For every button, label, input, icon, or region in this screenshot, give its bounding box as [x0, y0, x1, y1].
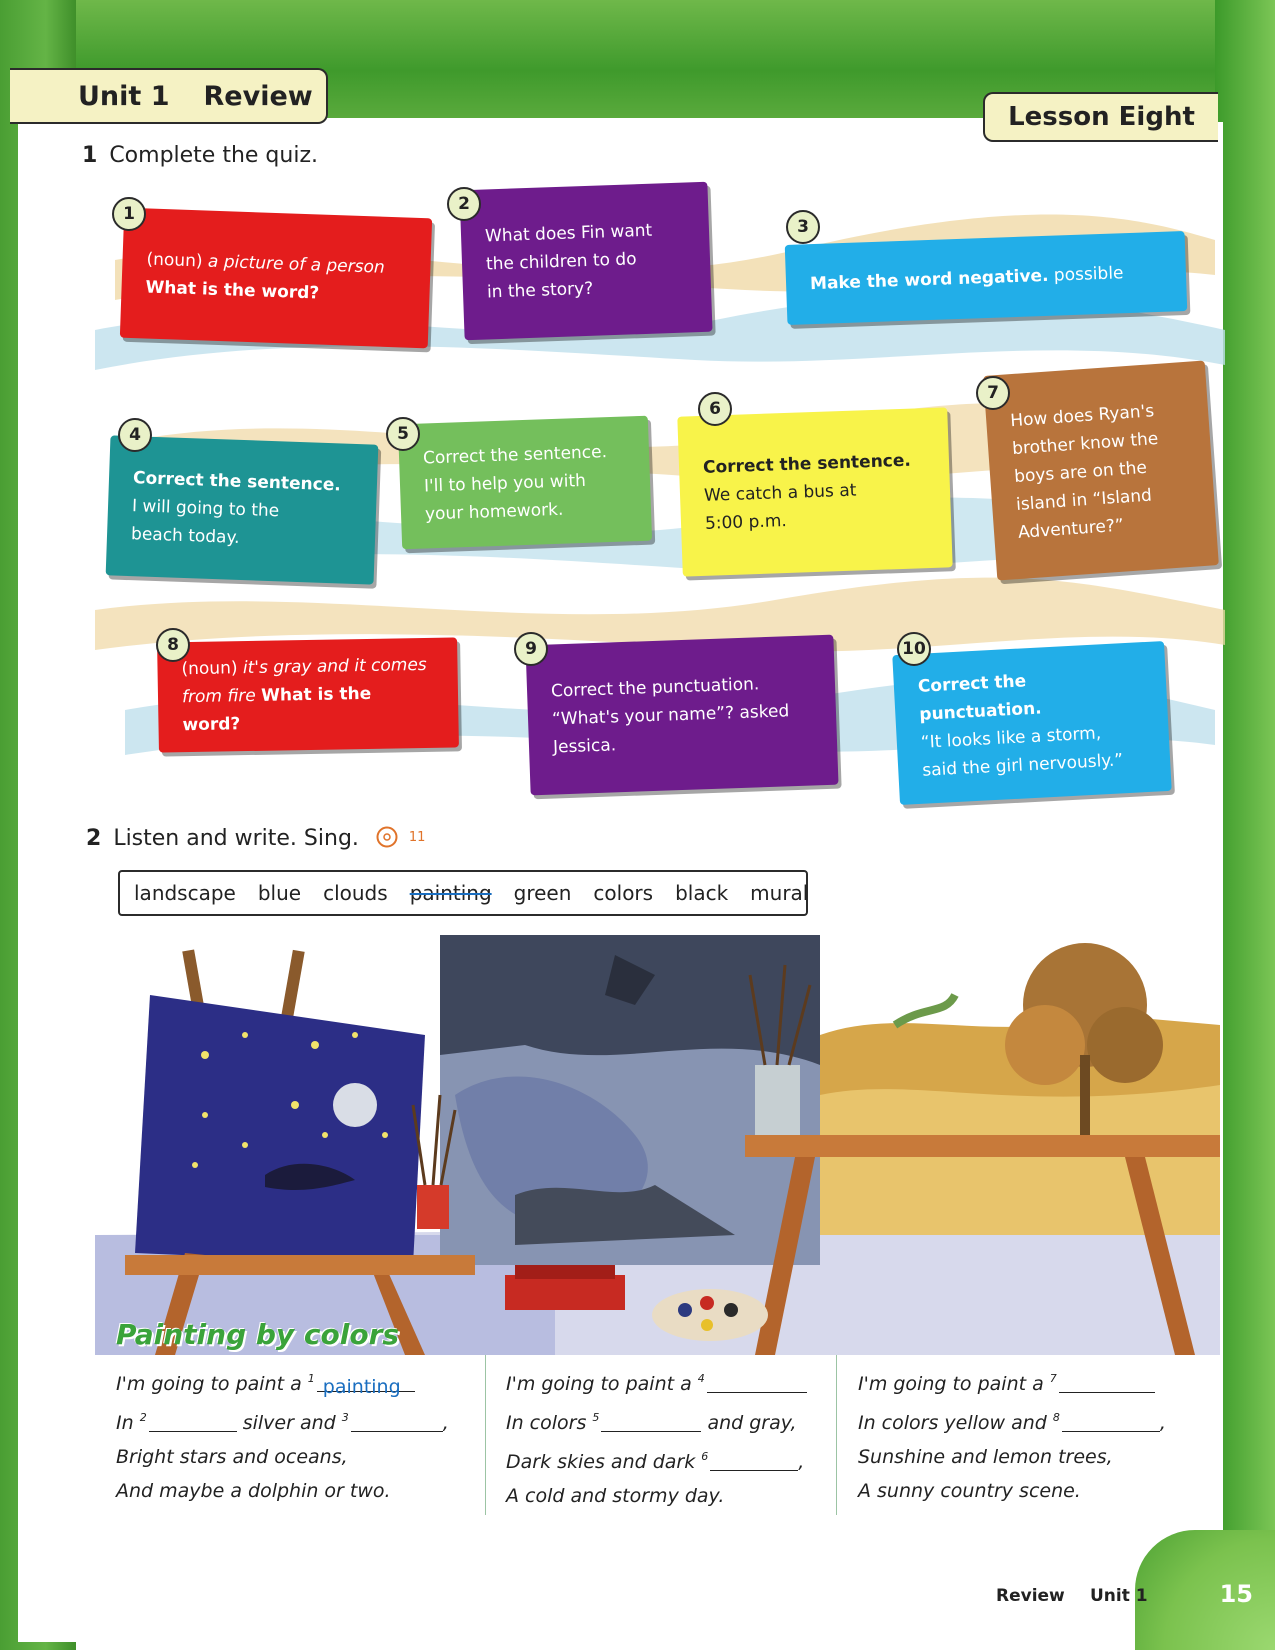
quiz-card-10	[892, 641, 1171, 805]
quiz-text: What is the word?	[145, 277, 320, 304]
quiz-number-badge: 8	[156, 628, 190, 662]
quiz-text: What is the word?	[182, 683, 372, 736]
quiz-text: beach today.	[130, 524, 240, 548]
verse-line	[858, 1401, 1166, 1440]
quiz-text: Correct the punctuation.	[550, 674, 760, 702]
lesson-label: Lesson Eight	[1008, 102, 1195, 132]
blank-number: 4	[697, 1372, 705, 1385]
quiz-text: Jessica.	[552, 735, 617, 758]
quiz-number-badge: 3	[786, 210, 820, 244]
blank-number: 2	[139, 1411, 147, 1424]
verse-line: Sunshine and lemon trees,	[858, 1446, 1113, 1468]
verse-text: In colors yellow and	[858, 1412, 1053, 1434]
verse-line: A sunny country scene.	[858, 1480, 1081, 1502]
quiz-text: island in “Island	[1015, 485, 1153, 515]
quiz-text: Adventure?”	[1017, 515, 1125, 543]
track-number: 11	[408, 830, 426, 845]
verse-2	[506, 1362, 807, 1513]
verse-text: I'm going to paint a	[116, 1373, 308, 1395]
answer-blank[interactable]	[317, 1370, 415, 1398]
verse-line	[506, 1362, 807, 1401]
quiz-line	[487, 272, 688, 307]
audio-cd-icon[interactable]	[376, 826, 398, 854]
quiz-text: Correct the sentence.	[132, 468, 342, 496]
quiz-number-badge: 1	[112, 197, 146, 231]
quiz-card-8	[157, 637, 459, 752]
quiz-number-badge: 5	[386, 417, 420, 451]
quiz-number-badge: 10	[897, 632, 931, 666]
quiz-line	[425, 493, 628, 528]
quiz-text: it's gray and it comes	[242, 654, 427, 679]
verse-1	[116, 1362, 449, 1508]
quiz-line	[181, 651, 433, 683]
blank-number: 6	[701, 1450, 709, 1463]
word-bank-item: green	[513, 881, 572, 905]
verse-line	[506, 1401, 807, 1440]
section-number: 2	[86, 826, 102, 851]
quiz-text: I'll to help you with	[423, 470, 587, 497]
quiz-text: Correct the punctuation.	[917, 671, 1043, 725]
word-bank	[118, 870, 808, 916]
quiz-card-5	[398, 416, 652, 550]
blank-number: 1	[307, 1372, 315, 1385]
answer-blank[interactable]	[710, 1449, 798, 1471]
quiz-text: Correct the sentence.	[422, 441, 608, 469]
verse-text: Dark skies and dark	[506, 1451, 702, 1473]
quiz-card-9	[525, 635, 838, 796]
verse-line	[116, 1401, 449, 1440]
quiz-card-6	[677, 407, 952, 576]
lesson-tab	[983, 92, 1218, 142]
quiz-text: (noun)	[146, 249, 209, 272]
verse-text: ,	[798, 1451, 805, 1473]
verse-text: silver and	[236, 1412, 342, 1434]
blank-number: 7	[1049, 1372, 1057, 1385]
column-divider	[836, 1355, 837, 1515]
answer-blank[interactable]	[601, 1410, 701, 1432]
quiz-line	[810, 258, 1163, 298]
paintings-illustration	[95, 935, 1220, 1355]
word-bank-item: mural	[750, 881, 809, 905]
quiz-number-badge: 7	[976, 376, 1010, 410]
quiz-text: “What's your name”? asked	[551, 701, 790, 730]
quiz-text: from fire	[181, 685, 262, 708]
word-bank-item-used: painting	[409, 881, 492, 905]
song-title: Painting by colors	[116, 1318, 400, 1351]
word-bank-item: blue	[257, 881, 302, 905]
verse-line: And maybe a dolphin or two.	[116, 1480, 391, 1502]
quiz-text: What does Fin want	[484, 220, 653, 247]
answer-blank[interactable]	[351, 1410, 443, 1432]
page-corner	[1135, 1530, 1275, 1650]
example-answer: painting	[322, 1376, 401, 1398]
quiz-card-1	[120, 208, 432, 349]
word-bank-item: landscape	[134, 881, 236, 905]
verse-text: and gray,	[701, 1412, 797, 1434]
section-instruction: Complete the quiz.	[109, 143, 318, 168]
quiz-text: your homework.	[424, 499, 564, 525]
quiz-text: 5:00 p.m.	[704, 511, 788, 534]
quiz-card-4	[106, 435, 379, 584]
quiz-number-badge: 4	[118, 418, 152, 452]
quiz-line	[182, 679, 435, 739]
quiz-text: Correct the sentence.	[702, 450, 912, 478]
quiz-text: We catch a bus at	[703, 480, 857, 506]
quiz-text: “It looks like a storm,	[920, 723, 1102, 753]
unit-label: Unit 1	[78, 80, 170, 112]
answer-blank[interactable]	[1062, 1410, 1160, 1432]
answer-blank[interactable]	[149, 1410, 237, 1432]
footer-unit: Unit 1	[1090, 1586, 1148, 1606]
quiz-text: in the story?	[486, 278, 594, 303]
column-divider	[485, 1355, 486, 1515]
verse-text: In colors	[506, 1412, 593, 1434]
verse-3	[858, 1362, 1166, 1508]
verse-text: ,	[442, 1412, 449, 1434]
blank-number: 8	[1052, 1411, 1060, 1424]
quiz-text: Make the word negative.	[809, 265, 1049, 295]
verse-text: ,	[1159, 1412, 1166, 1434]
quiz-text: How does Ryan's	[1009, 400, 1155, 431]
quiz-text: a picture of a person	[207, 251, 386, 278]
quiz-number-badge: 2	[447, 187, 481, 221]
verse-text: In	[116, 1412, 140, 1434]
quiz-text: possible	[1048, 263, 1124, 286]
quiz-text: the children to do	[485, 249, 637, 275]
quiz-text: (noun)	[181, 658, 244, 680]
quiz-card-7	[983, 361, 1219, 581]
answer-blank[interactable]	[707, 1371, 807, 1393]
quiz-text: boys are on the	[1013, 457, 1148, 487]
verse-line: A cold and stormy day.	[506, 1485, 725, 1507]
section-2-heading	[86, 826, 425, 854]
verse-line	[506, 1440, 807, 1479]
page-number: 15	[1219, 1580, 1253, 1608]
unit-tab	[10, 68, 328, 124]
verse-line	[858, 1362, 1166, 1401]
word-bank-item: colors	[593, 881, 654, 905]
verse-line: Bright stars and oceans,	[116, 1446, 348, 1468]
answer-blank[interactable]	[1059, 1371, 1155, 1393]
quiz-number-badge: 6	[698, 392, 732, 426]
section-1-heading	[82, 143, 318, 168]
blank-number: 3	[341, 1411, 349, 1424]
blank-number: 5	[592, 1411, 600, 1424]
section-instruction: Listen and write. Sing.	[113, 826, 359, 851]
quiz-card-3	[785, 231, 1188, 325]
quiz-card-2	[459, 182, 712, 341]
verse-text: I'm going to paint a	[858, 1373, 1050, 1395]
quiz-number-badge: 9	[514, 632, 548, 666]
verse-text: I'm going to paint a	[506, 1373, 698, 1395]
footer-section: Review	[996, 1586, 1065, 1606]
word-bank-item: clouds	[323, 881, 388, 905]
quiz-text: said the girl nervously.”	[921, 750, 1124, 781]
section-number: 1	[82, 143, 98, 168]
quiz-text: I will going to the	[131, 496, 280, 522]
quiz-text: brother know the	[1011, 428, 1159, 459]
verse-line	[116, 1362, 449, 1401]
unit-title: Review	[203, 80, 313, 112]
word-bank-item: black	[675, 881, 729, 905]
